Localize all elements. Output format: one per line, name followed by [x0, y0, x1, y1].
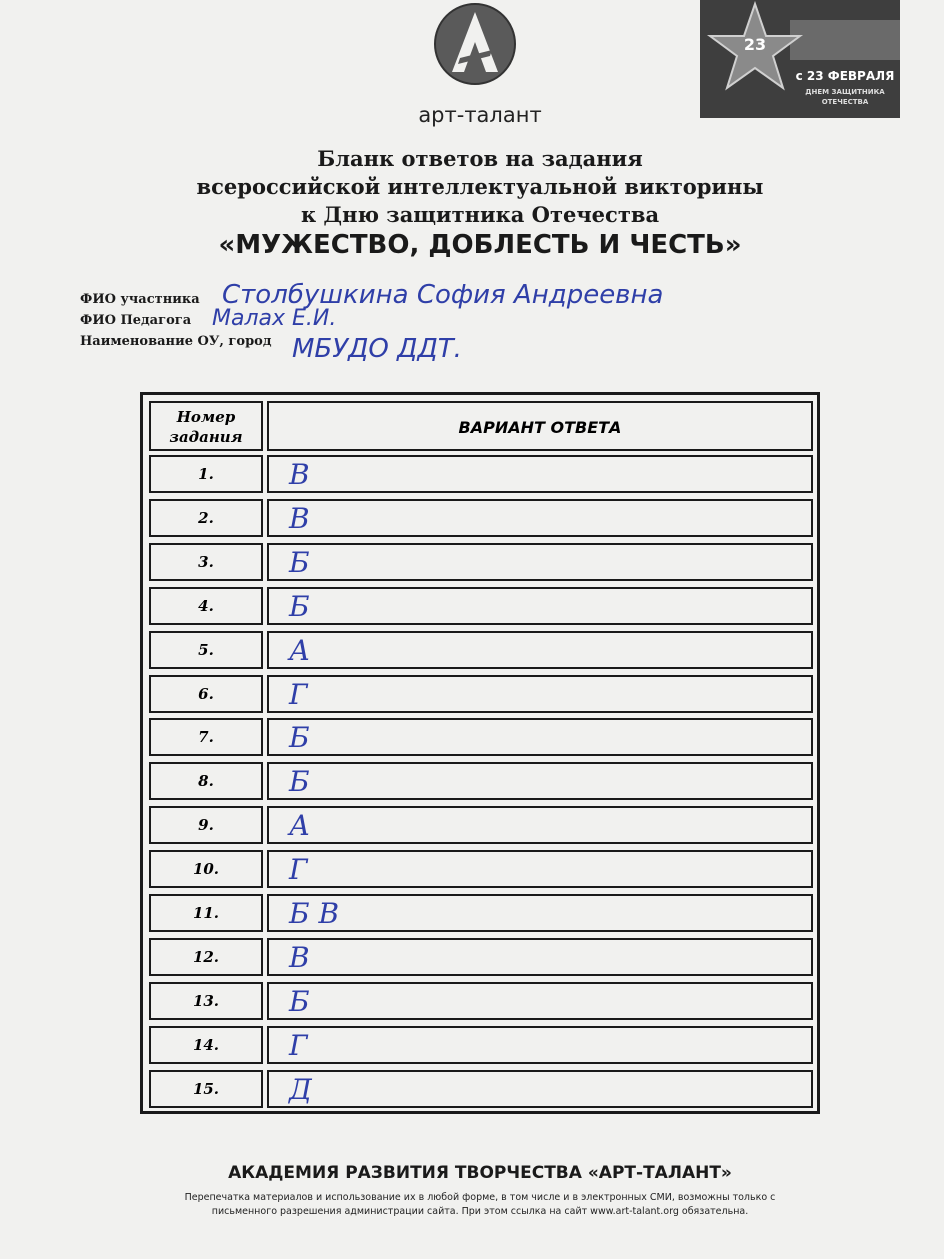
answer-cell	[267, 982, 813, 1020]
answer-cell	[267, 455, 813, 493]
table-row	[149, 631, 813, 669]
answer-value: Б	[289, 984, 310, 1018]
badge-caption-2: ОТЕЧЕСТВА	[821, 98, 869, 106]
answer-cell	[267, 1026, 813, 1064]
answer-cell	[267, 499, 813, 537]
task-number-cell: 7.	[149, 718, 263, 756]
badge-caption-1: ДНЕМ ЗАЩИТНИКА	[805, 88, 885, 96]
task-number-cell: 9.	[149, 806, 263, 844]
table-row	[149, 718, 813, 756]
footer-note-line-1: Перепечатка материалов и использование их в любой форме, в том числе и в электронных СМИ, возможны только с	[184, 1192, 776, 1203]
participant-value: Столбушкина София Андреевна	[222, 280, 664, 310]
february-23-badge-icon	[700, 0, 900, 118]
answer-value: Б	[289, 765, 310, 799]
footer-note-line-2: письменного разрешения администрации сайта. При этом ссылка на сайт www.art-talant.org обязательна.	[211, 1206, 749, 1217]
answer-cell	[267, 587, 813, 625]
task-number-cell: 10.	[149, 850, 263, 888]
art-talant-logo-icon	[430, 0, 520, 92]
answer-value: Б	[289, 589, 310, 623]
column-header-answer: ВАРИАНТ ОТВЕТА	[267, 401, 813, 451]
table-row	[149, 587, 813, 625]
answer-value: Б	[289, 721, 310, 755]
column-header-number-line2: задания	[169, 428, 243, 446]
teacher-value: Малах Е.И.	[212, 306, 337, 331]
answer-value: Д	[289, 1072, 312, 1106]
table-row	[149, 1070, 813, 1108]
column-header-number	[149, 401, 263, 451]
table-row	[149, 499, 813, 537]
table-row	[149, 762, 813, 800]
answer-value: Г	[289, 853, 308, 887]
task-number-cell: 4.	[149, 587, 263, 625]
task-number-cell: 1.	[149, 455, 263, 493]
answer-value: Б В	[289, 897, 340, 930]
table-row	[149, 675, 813, 713]
task-number-cell: 11.	[149, 894, 263, 932]
brand-name: арт-талант	[418, 103, 542, 127]
answer-value: А	[289, 633, 311, 667]
task-number-cell: 15.	[149, 1070, 263, 1108]
task-number-cell: 2.	[149, 499, 263, 537]
answer-table	[140, 392, 820, 1114]
answer-cell	[267, 938, 813, 976]
badge-date: с 23 ФЕВРАЛЯ	[795, 69, 895, 83]
answer-value: А	[289, 809, 311, 843]
quiz-title: «МУЖЕСТВО, ДОБЛЕСТЬ И ЧЕСТЬ»	[218, 230, 742, 260]
table-row	[149, 982, 813, 1020]
answer-value: Б	[289, 545, 310, 579]
table-row	[149, 543, 813, 581]
answer-cell	[267, 543, 813, 581]
task-number-cell: 3.	[149, 543, 263, 581]
teacher-label: ФИО Педагога	[80, 313, 192, 328]
table-row	[149, 850, 813, 888]
column-header-number-line1: Номер	[176, 408, 236, 426]
answer-value: Г	[289, 677, 308, 711]
org-label: Наименование ОУ, город	[80, 334, 272, 349]
participant-label: ФИО участника	[80, 292, 200, 307]
table-row	[149, 938, 813, 976]
task-number-cell: 13.	[149, 982, 263, 1020]
footer-title: АКАДЕМИЯ РАЗВИТИЯ ТВОРЧЕСТВА «АРТ-ТАЛАНТ»	[228, 1163, 732, 1183]
task-number-cell: 6.	[149, 675, 263, 713]
answer-cell	[267, 675, 813, 713]
table-row	[149, 806, 813, 844]
org-value: МБУДО ДДТ.	[292, 334, 462, 364]
answer-cell	[267, 850, 813, 888]
answer-value: В	[289, 940, 310, 974]
task-number-cell: 5.	[149, 631, 263, 669]
answer-cell	[267, 631, 813, 669]
table-row	[149, 455, 813, 493]
table-row	[149, 894, 813, 932]
task-number-cell: 12.	[149, 938, 263, 976]
answer-cell	[267, 762, 813, 800]
answer-cell	[267, 894, 813, 932]
answer-cell	[267, 718, 813, 756]
answer-cell	[267, 1070, 813, 1108]
task-number-cell: 8.	[149, 762, 263, 800]
title-line-2: всероссийской интеллектуальной викторины	[196, 174, 764, 199]
title-line-1: Бланк ответов на задания	[317, 146, 643, 171]
badge-number: 23	[743, 35, 767, 54]
table-row	[149, 1026, 813, 1064]
answer-value: Г	[289, 1028, 308, 1062]
answer-cell	[267, 806, 813, 844]
answer-value: В	[289, 458, 310, 491]
title-line-3: к Дню защитника Отечества	[300, 202, 660, 227]
answer-value: В	[289, 501, 310, 535]
task-number-cell: 14.	[149, 1026, 263, 1064]
